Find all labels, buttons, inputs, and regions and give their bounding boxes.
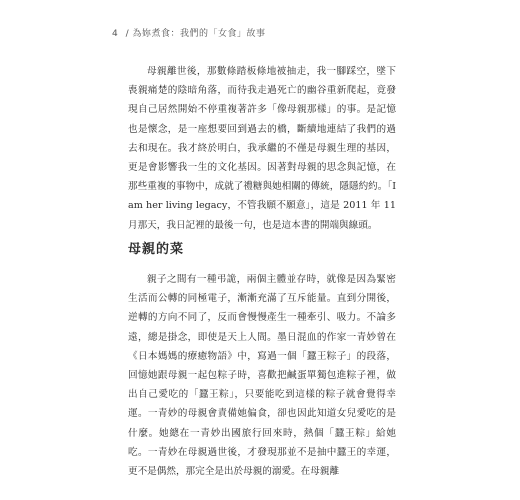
header-separator: / bbox=[125, 29, 130, 39]
body-paragraph-2: 親子之間有一種弔詭，兩個主體並存時，就像是因為緊密生活而公轉的同極電子，漸漸充滿了互斥能量。直到分開後，逆轉的方向不同了，反而會慢慢產生一種牽引、吸力。不論多遠，總是掛念，即使是天上人間。墨日混血的作家一青妙曾在《日本媽媽的療癒物語》中，寫過一個「蠶王粽子」的段落，回憶她跟母親一起包粽子時，喜歡把鹹蛋單獨包進粽子裡，做出自己愛吃的「蠶王粽」，只要能吃到這樣的粽子就會覺得幸運。一青妙的母親會責備她偏食，卻也因此知道女兒愛吃的是什麼。她總在一青妙出國旅行回來時，熱個「蠶王粽」給她吃。一青妙在母親過世後，才發現那並不是抽中蠶王的幸運，更不是偶然，那完全是出於母親的溺愛。在母親離 bbox=[128, 274, 396, 478]
running-header bbox=[112, 26, 266, 39]
section-heading: 母親的菜 bbox=[128, 242, 185, 257]
book-title: 為妳煮食：我們的「女食」故事 bbox=[132, 29, 266, 39]
body-paragraph-1: 母親離世後，那數條踏板條地被抽走，我一腳踩空，墜下喪親痛楚的陰暗角落，而待我走過死亡的幽谷重新爬起，竟發現自己居然開始不停重複著許多「像母親那樣」的事。是記憶也是懷念，是一座想要回到過去的橋，斷續地連結了我們的過去和現在。我才終於明白，我承繼的不僅是母親生理的基因，更是會影響我一生的文化基因。因著對母親的思念與記憶，在那些重複的事物中，成就了禮糖與她相關的傳統，隱隱約約。「I am her living legacy，不管我願不願意」，這是 2011 年 11 月那天，我日記裡的最後一句，也是這本書的開端與線頭。 bbox=[128, 66, 396, 231]
page-number: 4 bbox=[112, 29, 119, 39]
